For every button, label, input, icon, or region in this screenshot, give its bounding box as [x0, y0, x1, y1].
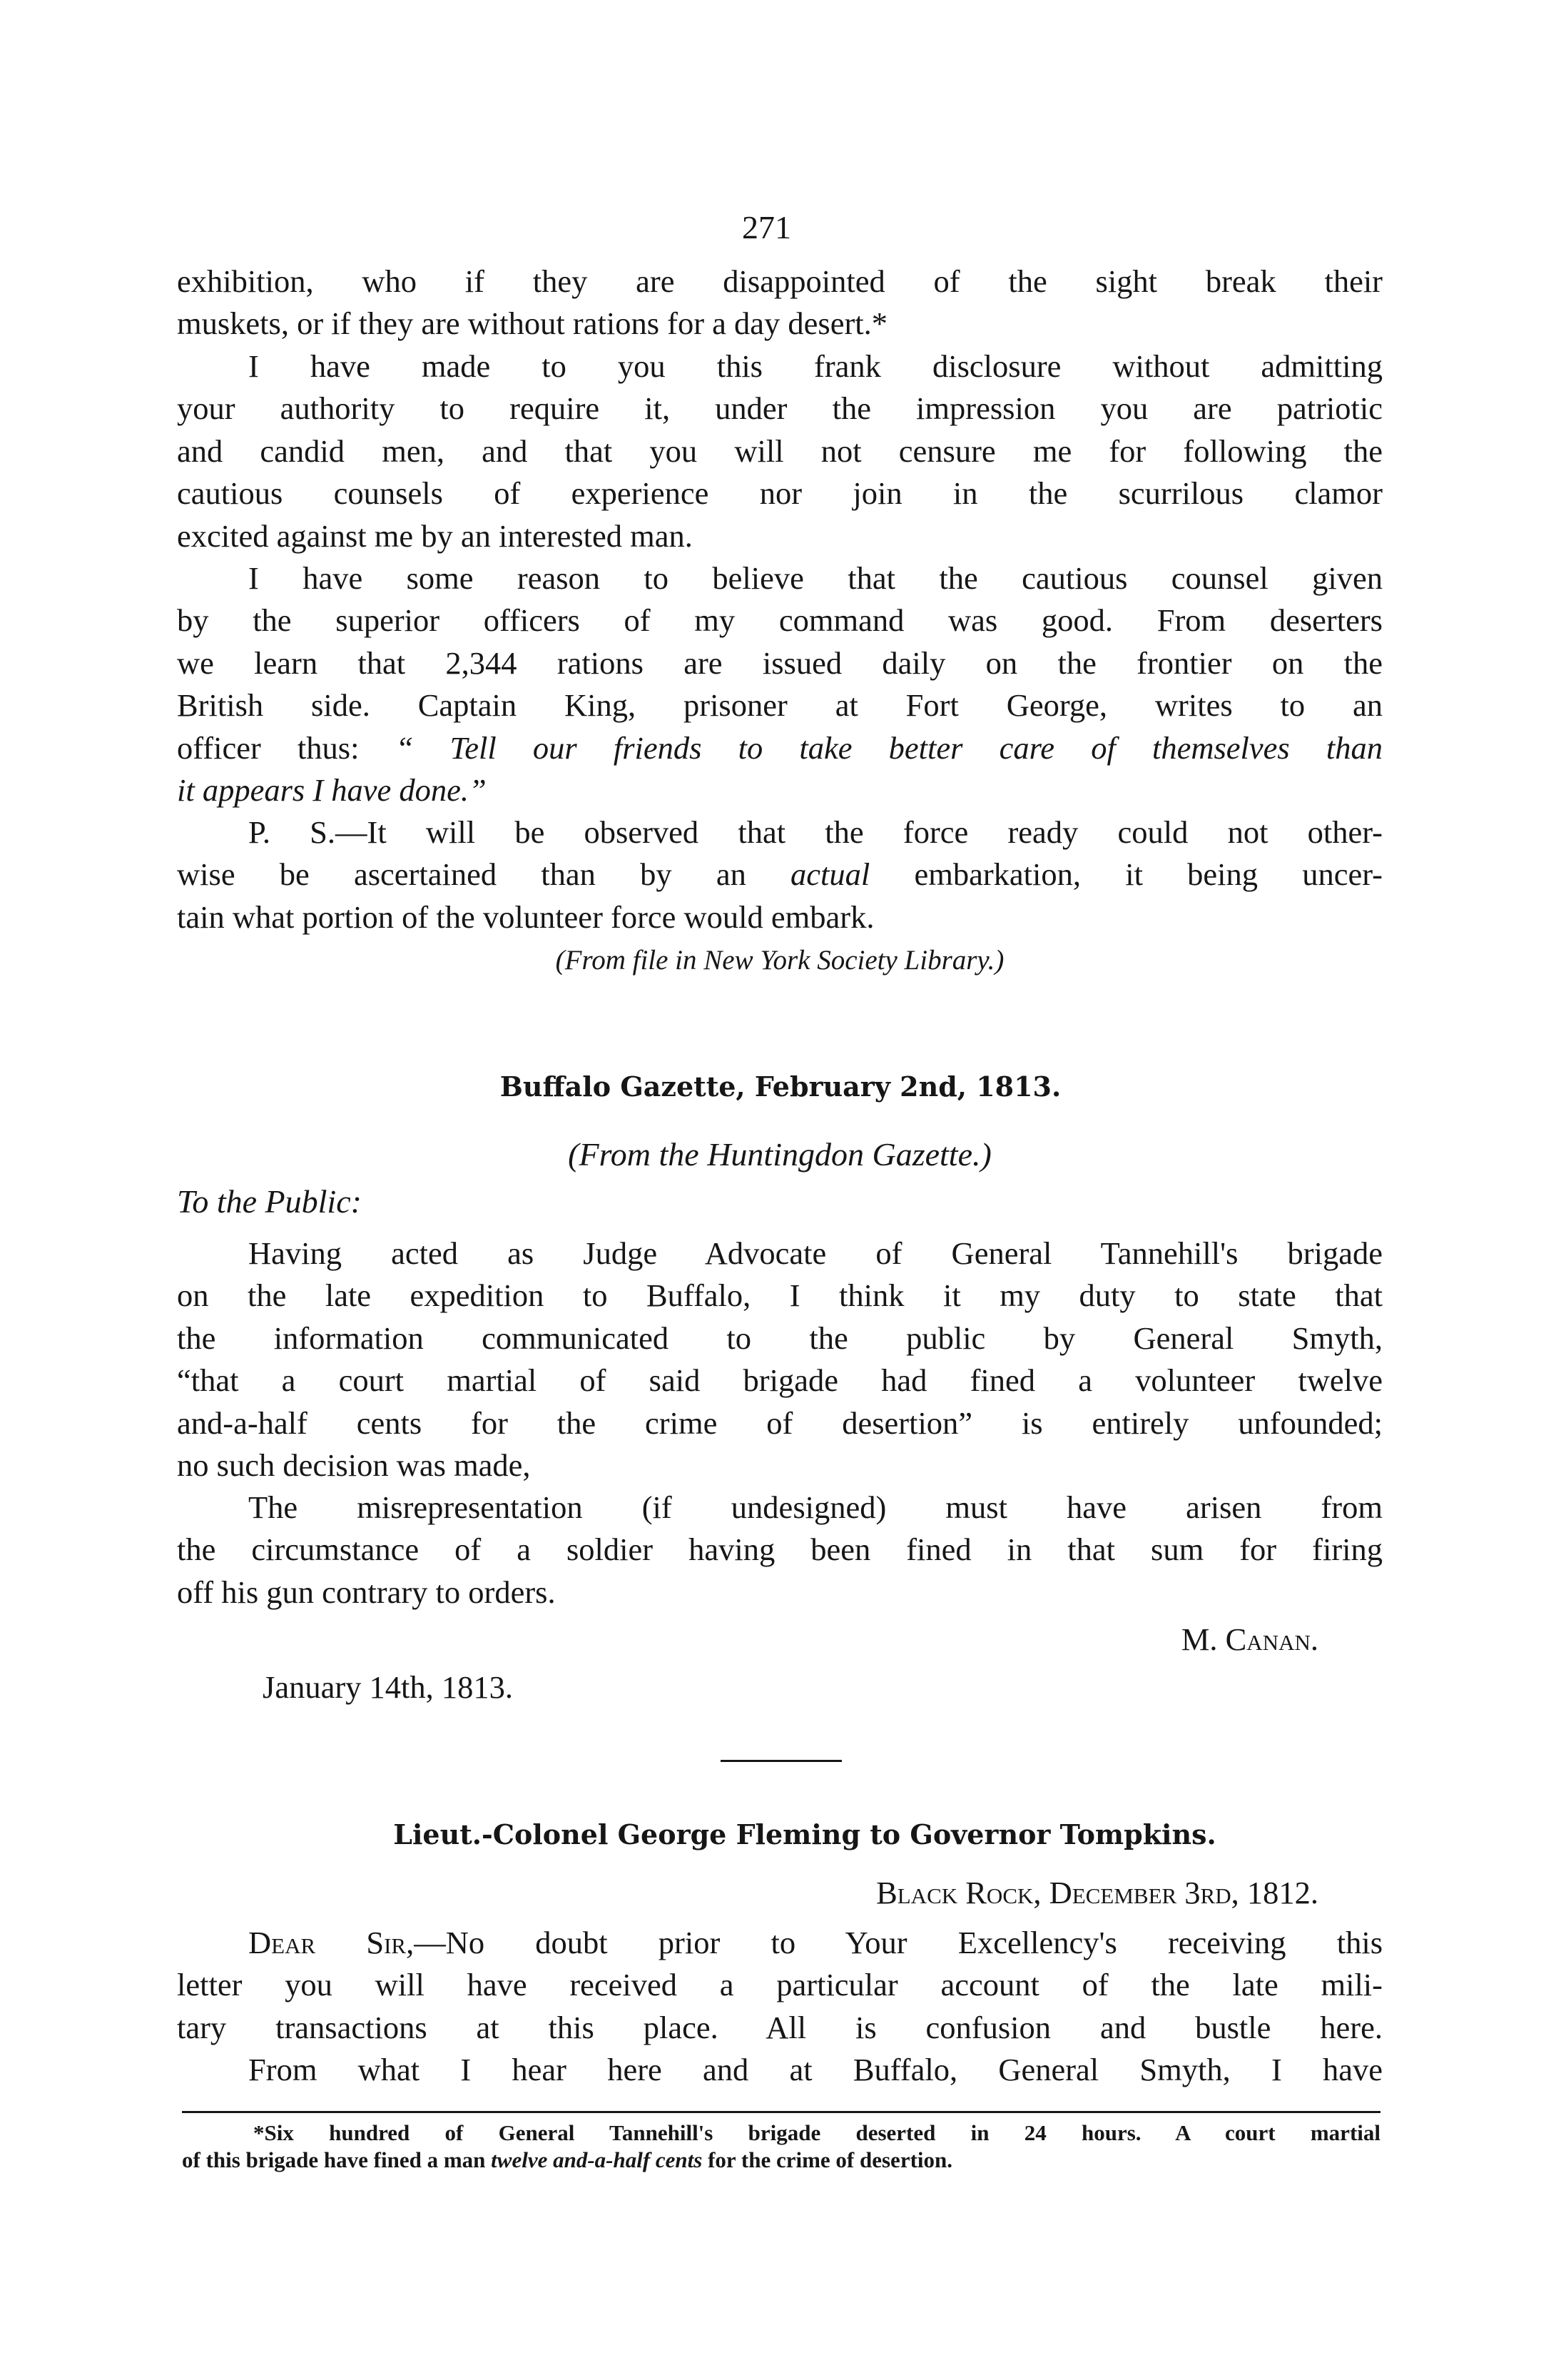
text-run: officer thus:	[177, 729, 396, 766]
text-line: cautious counsels of experience nor join in the scurrilous clamor	[177, 475, 1383, 512]
text-line: I have made to you this frank disclosure without admitting	[248, 348, 1383, 384]
text-line: and-a-half cents for the crime of desertion” is entirely unfounded;	[177, 1404, 1383, 1441]
continued-paragraph	[177, 260, 1383, 345]
paragraph-cautious-counsel	[177, 557, 1383, 811]
letter-heading: Lieut.-Colonel George Fleming to Governor Tompkins.	[393, 1818, 1216, 1850]
section-divider	[721, 1760, 842, 1762]
letter-body	[177, 1922, 1383, 2092]
text-line: by the superior officers of my command was good. From deserters	[177, 602, 1383, 639]
paragraph-misrepresentation	[177, 1487, 1383, 1614]
text-line: your authority to require it, under the impression you are patriotic	[177, 390, 1383, 427]
footnote-rule	[182, 2111, 1381, 2113]
text-line: tary transactions at this place. All is confusion and bustle here.	[177, 2009, 1383, 2045]
text-line: muskets, or if they are without rations for a day desert.*	[177, 305, 888, 342]
letter-salutation: Dear Sir,	[248, 1925, 415, 1960]
text-line: letter you will have received a particular account of the late mili-	[177, 1967, 1383, 2003]
emphasis: twelve and-a-half cents	[491, 2147, 703, 2172]
paragraph-judge-advocate	[177, 1232, 1383, 1487]
text-line: From what I hear here and at Buffalo, General Smyth, I have	[248, 2052, 1383, 2088]
signature-text: M. Canan.	[1181, 1621, 1318, 1657]
text-line	[177, 769, 1383, 811]
signature	[177, 1619, 1383, 1661]
text-run: embarkation, it being uncer-	[870, 856, 1383, 893]
article-heading: Buffalo Gazette, February 2nd, 1813.	[499, 1070, 1062, 1103]
letter-dateline	[177, 1872, 1383, 1914]
text-line: no such decision was made,	[177, 1447, 531, 1484]
salutation	[177, 1180, 1383, 1222]
footnote-line	[182, 2147, 1381, 2174]
text-line: British side. Captain King, prisoner at Fort George, writes to an	[177, 687, 1383, 724]
text-run: for the crime of desertion.	[702, 2147, 953, 2172]
text-line	[177, 854, 1383, 896]
source-note	[177, 939, 1383, 981]
text-run: of this brigade have fined a man	[182, 2147, 492, 2172]
footnote-line: *Six hundred of General Tannehill's brigade deserted in 24 hours. A court martial	[253, 2120, 1381, 2145]
text-run: —No doubt prior to Your Excellency's receiving this	[414, 1925, 1383, 1960]
text-run: wise be ascertained than by an	[177, 856, 791, 893]
text-line: excited against me by an interested man.	[177, 517, 693, 554]
text-line: the circumstance of a soldier having been fined in that sum for firing	[177, 1531, 1383, 1568]
postscript	[177, 811, 1383, 938]
text-line: tain what portion of the volunteer force would embark.	[177, 898, 875, 935]
article-subheading	[177, 1133, 1383, 1175]
text-line: I have some reason to believe that the cautious counsel given	[248, 560, 1383, 596]
text-line: exhibition, who if they are disappointed of the sight break their	[177, 263, 1383, 299]
footnote	[182, 2120, 1381, 2174]
subheading-text: (From the Huntingdon Gazette.)	[568, 1136, 992, 1173]
text-line: Having acted as Judge Advocate of General Tannehill's brigade	[248, 1235, 1383, 1271]
dateline-text: Black Rock, December 3rd, 1812.	[876, 1875, 1318, 1910]
text-line: we learn that 2,344 rations are issued daily on the frontier on the	[177, 644, 1383, 681]
text-line: the information communicated to the public by General Smyth,	[177, 1320, 1383, 1356]
quotation: it appears I have done.”	[177, 772, 487, 809]
text-line: off his gun contrary to orders.	[177, 1574, 556, 1610]
quotation: “ Tell our friends to take better care of themselves than	[395, 729, 1383, 766]
text-line: “that a court martial of said brigade had fined a volunteer twelve	[177, 1362, 1383, 1399]
emphasis: actual	[790, 856, 870, 893]
text-line: P. S.—It will be observed that the force ready could not other-	[248, 814, 1383, 850]
text-line: on the late expedition to Buffalo, I think it my duty to state that	[177, 1277, 1383, 1314]
text-line: The misrepresentation (if undesigned) must have arisen from	[248, 1489, 1383, 1525]
text-line	[177, 1922, 1383, 1964]
salutation-text: To the Public:	[177, 1183, 362, 1220]
letter-date: January 14th, 1813.	[263, 1669, 514, 1705]
paragraph-disclosure	[177, 345, 1383, 557]
text-line	[177, 727, 1383, 769]
page-number: 271	[742, 209, 791, 245]
source-note-text: (From file in New York Society Library.)	[555, 945, 1005, 976]
text-line: and candid men, and that you will not censure me for following the	[177, 432, 1383, 469]
